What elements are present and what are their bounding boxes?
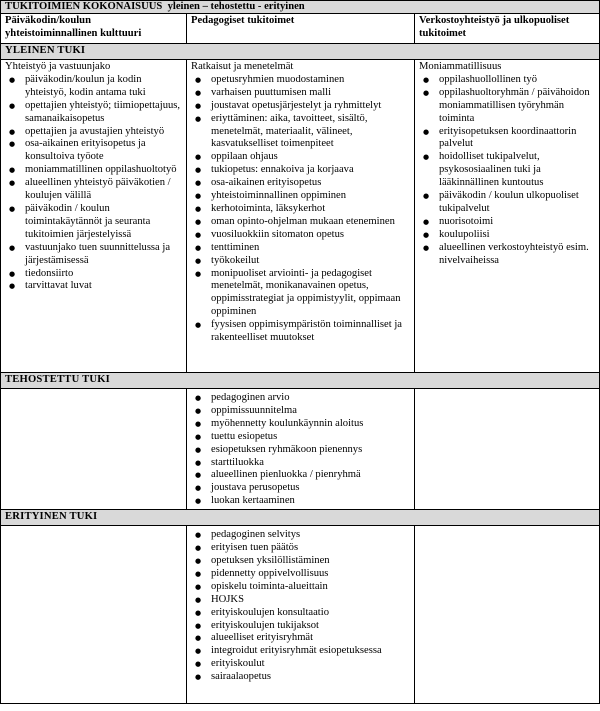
list-item: ● päiväkodin/koulun ja kodin yhteistyö, kodin antama tuki — [5, 74, 183, 100]
table-title-row — [1, 1, 600, 14]
list-item: ● koulupoliisi — [419, 229, 596, 242]
list-item: ● alueelliset erityisryhmät — [191, 632, 411, 645]
section-row-erityinen — [1, 510, 600, 526]
bullet-list — [5, 74, 183, 293]
tehostettu-content-row — [1, 389, 600, 510]
table-title-sub: yleinen – tehostettu - erityinen — [167, 1, 305, 12]
list-item: ● tuettu esiopetus — [191, 431, 411, 444]
list-item: ● alueellinen verkostoyhteistyö esim. nivelvaiheissa — [419, 242, 596, 268]
list-item: ● erityisopetuksen koordinaattorin palvelut — [419, 126, 596, 152]
list-item: ● vuosiluokkiin sitomaton opetus — [191, 229, 411, 242]
list-item: ● joustavat opetusjärjestelyt ja ryhmittelyt — [191, 100, 411, 113]
list-item: ● moniammatillinen oppilashuoltotyö — [5, 164, 183, 177]
list-item: ● integroidut erityisryhmät esiopetuksessa — [191, 645, 411, 658]
list-item: ● luokan kertaaminen — [191, 495, 411, 508]
tehostettu-col3 — [415, 389, 600, 510]
list-item: ● myöhennetty koulunkäynnin aloitus — [191, 418, 411, 431]
yleinen-content-row — [1, 60, 600, 373]
list-item: ● pedagoginen selvitys — [191, 529, 411, 542]
list-item: ● erityiskoulujen konsultaatio — [191, 607, 411, 620]
section-label-tehostettu: TEHOSTETTU TUKI — [1, 373, 600, 389]
list-item: ● pidennetty oppivelvollisuus — [191, 568, 411, 581]
list-item: ● opetusryhmien muodostaminen — [191, 74, 411, 87]
list-item: ● hoidolliset tukipalvelut, psykososiaalinen tuki ja lääkinnällinen kuntoutus — [419, 151, 596, 190]
bullet-list — [191, 392, 411, 508]
table-title-main: TUKITOIMIEN KOKONAISUUS — [5, 1, 163, 12]
list-item: ● osa-aikainen erityisopetus ja konsultoiva työote — [5, 138, 183, 164]
list-item: ● opettajien ja avustajien yhteistyö — [5, 126, 183, 139]
list-item: ● nuorisotoimi — [419, 216, 596, 229]
list-item: ● joustava perusopetus — [191, 482, 411, 495]
yleinen-col3 — [415, 60, 600, 373]
group-heading: Moniammatillisuus — [419, 61, 502, 72]
yleinen-col1 — [1, 60, 187, 373]
bullet-list — [419, 74, 596, 268]
list-item: ● tarvittavat luvat — [5, 280, 183, 293]
list-item: ● starttiluokka — [191, 457, 411, 470]
list-item: ● sairaalaopetus — [191, 671, 411, 684]
bullet-list — [191, 74, 411, 345]
yleinen-col2 — [187, 60, 415, 373]
list-item: ● oppilashuoltoryhmän / päivähoidon moniammatillisen työryhmän toiminta — [419, 87, 596, 126]
section-label-yleinen: YLEINEN TUKI — [1, 44, 600, 60]
list-item: ● päiväkodin / koulun toimintakäytännöt ja seuranta tukitoimien järjestelyissä — [5, 203, 183, 242]
column-header-pedagogical: Pedagogiset tukitoimet — [187, 14, 415, 44]
column-header-network: Verkostoyhteistyö ja ulkopuoliset tukitoimet — [415, 14, 600, 44]
list-item: ● monipuoliset arviointi- ja pedagogiset menetelmät, monikanavainen opetus, oppimisstrategiat ja oppimistyylit, oppimaan oppiminen — [191, 268, 411, 320]
list-item: ● alueellinen yhteistyö päiväkotien / koulujen välillä — [5, 177, 183, 203]
list-item: ● eriyttäminen: aika, tavoitteet, sisältö, menetelmät, materiaalit, välineet, kasvatukselliset toimenpiteet — [191, 113, 411, 152]
list-item: ● opettajien yhteistyö; tiimiopettajuus, samanaikaisopetus — [5, 100, 183, 126]
column-header-culture: Päiväkodin/koulun yhteistoiminnallinen kulttuuri — [1, 14, 187, 44]
erityinen-col1 — [1, 526, 187, 704]
section-label-erityinen: ERITYINEN TUKI — [1, 510, 600, 526]
group-heading: Ratkaisut ja menetelmät — [191, 61, 294, 72]
bullet-list — [191, 529, 411, 684]
group-heading: Yhteistyö ja vastuunjako — [5, 61, 111, 72]
list-item: ● varhaisen puuttumisen malli — [191, 87, 411, 100]
list-item: ● opetuksen yksilöllistäminen — [191, 555, 411, 568]
section-row-tehostettu — [1, 373, 600, 389]
table-title — [1, 1, 600, 14]
section-row-yleinen — [1, 44, 600, 60]
erityinen-content-row — [1, 526, 600, 704]
list-item: ● kerhotoiminta, läksykerhot — [191, 203, 411, 216]
list-item: ● HOJKS — [191, 594, 411, 607]
column-header-row — [1, 14, 600, 44]
list-item: ● opiskelu toiminta-alueittain — [191, 581, 411, 594]
erityinen-col3 — [415, 526, 600, 704]
list-item: ● yhteistoiminnallinen oppiminen — [191, 190, 411, 203]
list-item: ● tenttiminen — [191, 242, 411, 255]
list-item: ● päiväkodin / koulun ulkopuoliset tukipalvelut — [419, 190, 596, 216]
list-item: ● erityisen tuen päätös — [191, 542, 411, 555]
tehostettu-col1 — [1, 389, 187, 510]
erityinen-col2 — [187, 526, 415, 704]
list-item: ● alueellinen pienluokka / pienryhmä — [191, 469, 411, 482]
list-item: ● tukiopetus: ennakoiva ja korjaava — [191, 164, 411, 177]
list-item: ● pedagoginen arvio — [191, 392, 411, 405]
list-item: ● fyysisen oppimisympäristön toiminnalliset ja rakenteelliset muutokset — [191, 319, 411, 345]
list-item: ● vastuunjako tuen suunnittelussa ja järjestämisessä — [5, 242, 183, 268]
list-item: ● oppilaan ohjaus — [191, 151, 411, 164]
list-item: ● osa-aikainen erityisopetus — [191, 177, 411, 190]
list-item: ● erityiskoulut — [191, 658, 411, 671]
list-item: ● työkokeilut — [191, 255, 411, 268]
tehostettu-col2 — [187, 389, 415, 510]
list-item: ● oppimissuunnitelma — [191, 405, 411, 418]
list-item: ● oppilashuollollinen työ — [419, 74, 596, 87]
list-item: ● erityiskoulujen tukijaksot — [191, 620, 411, 633]
list-item: ● oman opinto-ohjelman mukaan eteneminen — [191, 216, 411, 229]
list-item: ● tiedonsiirto — [5, 268, 183, 281]
list-item: ● esiopetuksen ryhmäkoon pienennys — [191, 444, 411, 457]
